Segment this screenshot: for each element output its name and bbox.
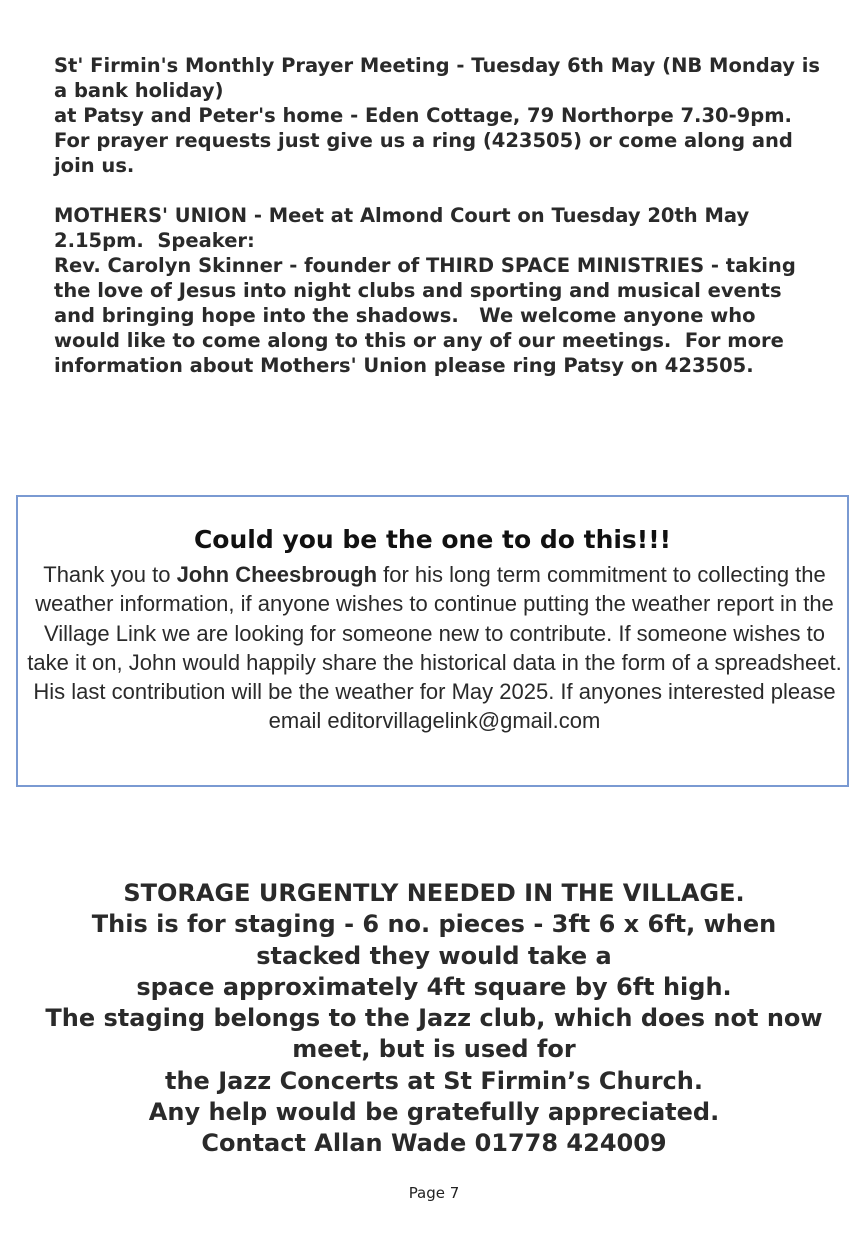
weather-notice-paragraph-1 bbox=[26, 560, 843, 677]
page-number: Page 7 bbox=[408, 1184, 460, 1202]
prayer-meeting-notice: St' Firmin's Monthly Prayer Meeting - Tuesday 6th May (NB Monday is a bank holiday) at Patsy and Peter's home - Eden Cottage, 79 Northorpe 7.30-9pm. For prayer requests just give us a ring (423505) or come along and join us. bbox=[54, 54, 821, 177]
storage-notice-line: This is for staging - 6 no. pieces - 3ft 6 x 6ft, when stacked they would take a bbox=[91, 910, 777, 970]
weather-notice-intro: Thank you to bbox=[43, 562, 177, 587]
weather-notice-heading: Could you be the one to do this!!! bbox=[193, 525, 672, 554]
storage-notice-line: The staging belongs to the Jazz club, which does not now meet, but is used for bbox=[45, 1004, 823, 1064]
weather-notice-paragraph-2: His last contribution will be the weather for May 2025. If anyones interested please email editorvillagelink@gmail.com bbox=[33, 679, 836, 734]
storage-notice-contact: Contact Allan Wade 01778 424009 bbox=[201, 1129, 667, 1158]
mothers-union-notice: MOTHERS' UNION - Meet at Almond Court on Tuesday 20th May 2.15pm. Speaker: Rev. Carolyn Skinner - founder of THIRD SPACE MINISTRIES - taking the love of Jesus into night clubs and sporting and musical events and bringing hope into the shadows. We welcome anyone who would like to come along to this or any of our meetings. For more information about Mothers' Union please ring Patsy on 423505. bbox=[54, 204, 796, 377]
storage-notice-line: Any help would be gratefully appreciated. bbox=[148, 1098, 720, 1127]
storage-notice-line: space approximately 4ft square by 6ft high. bbox=[136, 972, 732, 1001]
storage-notice-line: STORAGE URGENTLY NEEDED IN THE VILLAGE. bbox=[123, 879, 745, 907]
storage-notice bbox=[40, 878, 828, 1160]
weather-contributor-name: John Cheesbrough bbox=[176, 562, 378, 587]
weather-volunteer-box bbox=[16, 495, 849, 787]
weather-notice-paragraph-1-rest: for his long term commitment to collecting the weather information, if anyone wishes to continue putting the weather report in the Village Link we are looking for someone new to contribute. If someone wishes to take it on, John would happily share the historical data in the form of a spreadsheet. bbox=[27, 562, 842, 675]
storage-notice-line: the Jazz Concerts at St Firmin’s Church. bbox=[165, 1066, 703, 1095]
weather-notice-body bbox=[26, 560, 843, 736]
